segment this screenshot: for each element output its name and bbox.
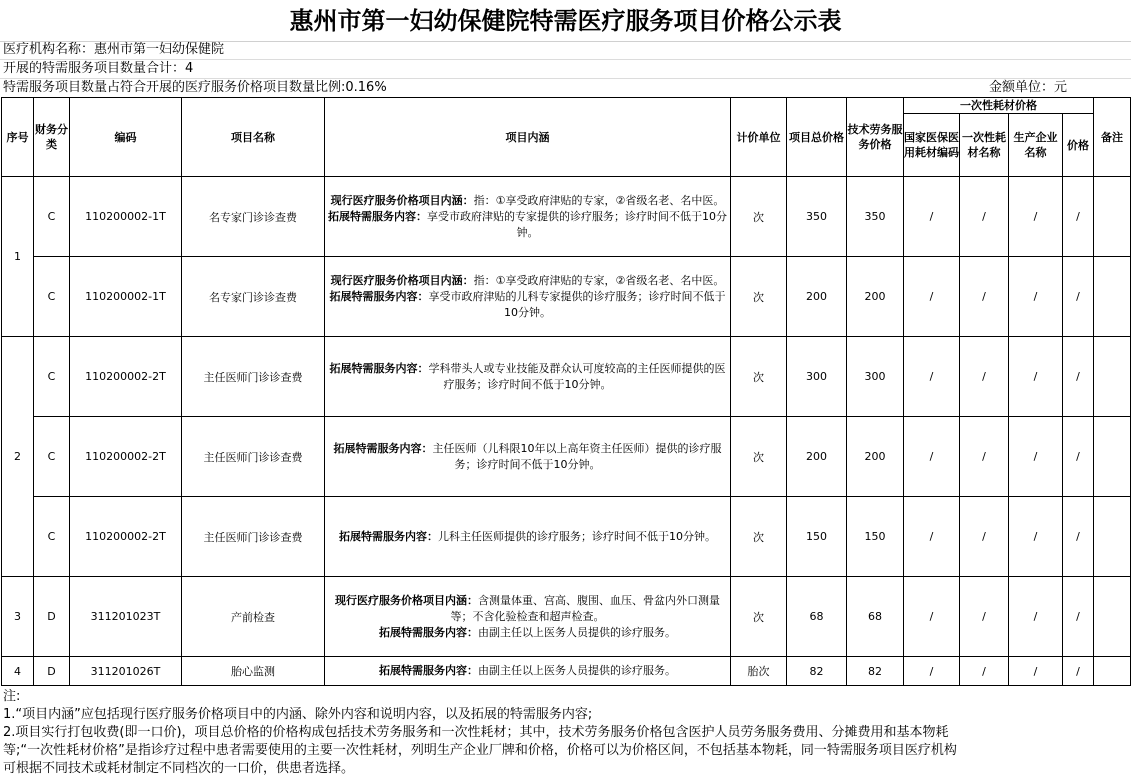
current-content	[325, 273, 730, 289]
seq-cell: 4	[2, 657, 34, 686]
note-line: 注:	[3, 689, 21, 704]
header-remark: 备注	[1094, 98, 1131, 177]
extended-content-label: 拓展特需服务内容：	[379, 625, 478, 639]
item-name-cell: 主任医师门诊诊查费	[182, 337, 325, 417]
header-name: 项目名称	[182, 98, 325, 177]
current-content	[325, 193, 730, 209]
table-row	[2, 577, 1131, 657]
unit-cell: 次	[731, 337, 787, 417]
table-row	[2, 497, 1131, 577]
note-line: 等;“一次性耗材价格”是指诊疗过程中患者需要使用的主要一次性耗材，列明生产企业厂牌和价格，价格可以为价格区间，不包括基本物耗，同一特需服务项目医疗机构	[3, 743, 957, 758]
header-consumable-name: 一次性耗材名称	[960, 114, 1009, 177]
item-name-cell: 胎心监测	[182, 657, 325, 686]
table-body	[2, 177, 1131, 686]
unit-cell: 次	[731, 257, 787, 337]
total-price-cell: 350	[787, 177, 847, 257]
consumable-price-cell: /	[1063, 257, 1094, 337]
remark-cell	[1094, 177, 1131, 257]
unit-cell: 次	[731, 177, 787, 257]
note-line: 可根据不同技术或耗材制定不同档次的一口价，供患者选择。	[3, 761, 355, 776]
total-price-cell: 150	[787, 497, 847, 577]
consumable-name-cell: /	[960, 657, 1009, 686]
category-cell: C	[34, 257, 70, 337]
header-code: 编码	[70, 98, 182, 177]
category-cell: D	[34, 577, 70, 657]
item-content-cell	[325, 497, 731, 577]
header-seq: 序号	[2, 98, 34, 177]
consumable-maker-cell: /	[1009, 497, 1063, 577]
header-labor-price: 技术劳务服务价格	[847, 98, 904, 177]
current-content-label: 现行医疗服务价格项目内涵：	[330, 273, 474, 287]
current-content	[325, 593, 730, 625]
extended-content	[325, 529, 730, 545]
item-name-cell: 产前检查	[182, 577, 325, 657]
remark-cell	[1094, 417, 1131, 497]
remark-cell	[1094, 257, 1131, 337]
header-total-price: 项目总价格	[787, 98, 847, 177]
consumable-code-cell: /	[904, 257, 960, 337]
consumable-maker-cell: /	[1009, 177, 1063, 257]
code-cell: 110200002-2T	[70, 417, 182, 497]
seq-cell: 2	[2, 337, 34, 577]
header-consumable-maker: 生产企业名称	[1009, 114, 1063, 177]
consumable-price-cell: /	[1063, 657, 1094, 686]
consumable-name-cell: /	[960, 257, 1009, 337]
labor-price-cell: 150	[847, 497, 904, 577]
unit-cell: 次	[731, 497, 787, 577]
consumable-name-cell: /	[960, 337, 1009, 417]
header-category: 财务分类	[34, 98, 70, 177]
consumable-maker-cell: /	[1009, 417, 1063, 497]
table-row	[2, 337, 1131, 417]
total-price-cell: 200	[787, 417, 847, 497]
item-name-cell: 名专家门诊诊查费	[182, 257, 325, 337]
consumable-price-cell: /	[1063, 497, 1094, 577]
item-content-cell	[325, 257, 731, 337]
extended-content	[325, 289, 730, 321]
consumable-price-cell: /	[1063, 577, 1094, 657]
item-content-cell	[325, 417, 731, 497]
consumable-price-cell: /	[1063, 337, 1094, 417]
code-cell: 110200002-2T	[70, 337, 182, 417]
consumable-code-cell: /	[904, 577, 960, 657]
consumable-price-cell: /	[1063, 177, 1094, 257]
total-price-cell: 82	[787, 657, 847, 686]
extended-content-text: 享受市政府津贴的专家提供的诊疗服务；诊疗时间不低于10分钟。	[427, 209, 727, 239]
extended-content-label: 拓展特需服务内容：	[339, 529, 438, 543]
extended-content-text: 学科带头人或专业技能及群众认可度较高的主任医师提供的医疗服务；诊疗时间不低于10分钟。	[428, 361, 726, 391]
header-consumable-group: 一次性耗材价格	[904, 98, 1094, 114]
consumable-code-cell: /	[904, 177, 960, 257]
item-name-cell: 主任医师门诊诊查费	[182, 417, 325, 497]
remark-cell	[1094, 577, 1131, 657]
table-row	[2, 177, 1131, 257]
extended-content-label: 拓展特需服务内容：	[329, 289, 429, 303]
item-content-cell	[325, 657, 731, 686]
item-content-cell	[325, 577, 731, 657]
header-unit: 计价单位	[731, 98, 787, 177]
category-cell: D	[34, 657, 70, 686]
consumable-price-cell: /	[1063, 417, 1094, 497]
consumable-maker-cell: /	[1009, 257, 1063, 337]
consumable-code-cell: /	[904, 417, 960, 497]
code-cell: 110200002-2T	[70, 497, 182, 577]
extended-content-label: 拓展特需服务内容：	[329, 361, 429, 375]
consumable-maker-cell: /	[1009, 337, 1063, 417]
labor-price-cell: 200	[847, 417, 904, 497]
header-content: 项目内涵	[325, 98, 731, 177]
extended-content-text: 主任医师（儿科限10年以上高年资主任医师）提供的诊疗服务；诊疗时间不低于10分钟。	[432, 441, 722, 471]
current-content-text: 含测量体重、宫高、腹围、血压、骨盆内外口测量等；不含化验检查和超声检查。	[450, 593, 720, 623]
labor-price-cell: 350	[847, 177, 904, 257]
category-cell: C	[34, 177, 70, 257]
table-row	[2, 417, 1131, 497]
code-cell: 311201023T	[70, 577, 182, 657]
code-cell: 110200002-1T	[70, 257, 182, 337]
labor-price-cell: 82	[847, 657, 904, 686]
consumable-name-cell: /	[960, 417, 1009, 497]
item-content-cell	[325, 337, 731, 417]
price-table	[1, 97, 1131, 686]
code-cell: 311201026T	[70, 657, 182, 686]
current-content-label: 现行医疗服务价格项目内涵：	[335, 593, 478, 607]
item-name-cell: 主任医师门诊诊查费	[182, 497, 325, 577]
seq-cell: 1	[2, 177, 34, 337]
total-price-cell: 68	[787, 577, 847, 657]
category-cell: C	[34, 497, 70, 577]
extended-content	[325, 625, 730, 641]
header-consumable-price: 价格	[1063, 114, 1094, 177]
current-content-label: 现行医疗服务价格项目内涵：	[330, 193, 474, 207]
category-cell: C	[34, 337, 70, 417]
unit-cell: 次	[731, 577, 787, 657]
service-count: 开展的特需服务项目数量合计：4	[3, 61, 194, 76]
header-consumable-code: 国家医保医用耗材编码	[904, 114, 960, 177]
consumable-code-cell: /	[904, 497, 960, 577]
note-line: 1.“项目内涵”应包括现行医疗服务价格项目中的内涵、除外内容和说明内容，以及拓展的特需服务内容;	[3, 707, 593, 722]
remark-cell	[1094, 657, 1131, 686]
extended-content	[325, 361, 730, 393]
unit-cell: 胎次	[731, 657, 787, 686]
extended-content	[325, 663, 730, 679]
extended-content-text: 由副主任以上医务人员提供的诊疗服务。	[478, 664, 676, 677]
total-price-cell: 200	[787, 257, 847, 337]
note-line: 2.项目实行打包收费(即一口价)，项目总价格的价格构成包括技术劳务服务和一次性耗材；其中，技术劳务服务价格包含医护人员劳务服务费用、分摊费用和基本物耗	[3, 725, 949, 740]
consumable-name-cell: /	[960, 577, 1009, 657]
item-content-cell	[325, 177, 731, 257]
consumable-code-cell: /	[904, 657, 960, 686]
extended-content-text: 享受市政府津贴的儿科专家提供的诊疗服务；诊疗时间不低于10分钟。	[428, 289, 726, 319]
extended-content	[325, 209, 730, 241]
consumable-maker-cell: /	[1009, 577, 1063, 657]
remark-cell	[1094, 497, 1131, 577]
extended-content	[325, 441, 730, 473]
consumable-code-cell: /	[904, 337, 960, 417]
code-cell: 110200002-1T	[70, 177, 182, 257]
table-row	[2, 657, 1131, 686]
labor-price-cell: 68	[847, 577, 904, 657]
institution-name: 医疗机构名称：惠州市第一妇幼保健院	[3, 42, 225, 57]
consumable-name-cell: /	[960, 177, 1009, 257]
consumable-name-cell: /	[960, 497, 1009, 577]
service-ratio: 特需服务项目数量占符合开展的医疗服务价格项目数量比例:0.16%	[3, 80, 387, 95]
remark-cell	[1094, 337, 1131, 417]
extended-content-label: 拓展特需服务内容：	[333, 441, 433, 455]
labor-price-cell: 300	[847, 337, 904, 417]
notes	[3, 688, 1127, 778]
consumable-maker-cell: /	[1009, 657, 1063, 686]
extended-content-text: 儿科主任医师提供的诊疗服务；诊疗时间不低于10分钟。	[438, 529, 716, 543]
current-content-text: 指：①享受政府津贴的专家，②省级名老、名中医。	[473, 273, 725, 287]
current-content-text: 指：①享受政府津贴的专家，②省级名老、名中医。	[473, 193, 725, 207]
seq-cell: 3	[2, 577, 34, 657]
labor-price-cell: 200	[847, 257, 904, 337]
extended-content-label: 拓展特需服务内容：	[328, 209, 427, 223]
item-name-cell: 名专家门诊诊查费	[182, 177, 325, 257]
category-cell: C	[34, 417, 70, 497]
table-row	[2, 257, 1131, 337]
total-price-cell: 300	[787, 337, 847, 417]
unit-cell: 次	[731, 417, 787, 497]
extended-content-label: 拓展特需服务内容：	[379, 664, 478, 677]
page-title: 惠州市第一妇幼保健院特需医疗服务项目价格公示表	[0, 0, 1131, 42]
extended-content-text: 由副主任以上医务人员提供的诊疗服务。	[478, 625, 676, 639]
currency-unit: 金额单位：元	[988, 80, 1067, 95]
